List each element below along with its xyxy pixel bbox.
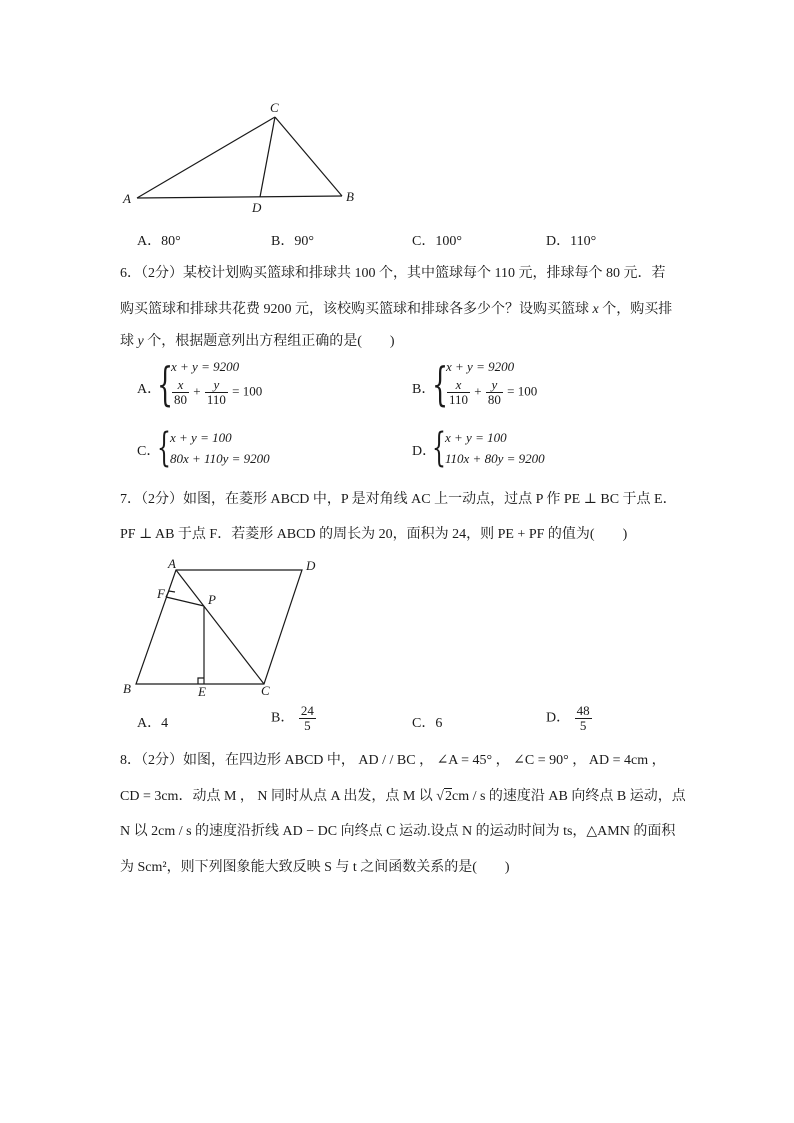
label-d: D	[252, 200, 262, 215]
label-c: C	[261, 683, 270, 698]
q7-option-c[interactable]: C．6	[412, 716, 443, 731]
q8-line-3: N 以 2cm / s 的速度沿折线 AD − DC 向终点 C 运动.设点 N 的运动时间为 ts，△AMN 的面积	[120, 824, 676, 839]
q5-option-c[interactable]: C．100°	[412, 234, 462, 249]
q5-option-d[interactable]: D．110°	[546, 234, 597, 249]
side-ac	[137, 117, 275, 198]
figure-triangle-abc	[118, 98, 368, 216]
q7-option-d[interactable]: D． $\frac{48}{5}$	[546, 703, 590, 733]
label-c: C	[270, 100, 279, 115]
q7-line-2: PF ⊥ AB 于点 F．若菱形 ABCD 的周长为 20，面积为 24，则 PE + PF 的值为( )	[120, 527, 628, 542]
q6-line-3: 球 y 个，根据题意列出方程组正确的是( )	[120, 334, 395, 349]
label-p: P	[208, 592, 216, 607]
label-e: E	[198, 684, 206, 699]
brace-icon: {	[432, 425, 446, 471]
brace-icon: {	[157, 425, 171, 471]
label-a: A	[123, 191, 131, 206]
side-cb	[275, 117, 342, 196]
q8-line-1: 8．（2分）如图，在四边形 ABCD 中， AD / / BC ， ∠A = 45° ， ∠C = 90° ， AD = 4cm ，	[120, 753, 666, 768]
q7-option-a[interactable]: A．4	[137, 716, 169, 731]
q7-line-1: 7．（2分）如图，在菱形 ABCD 中，P 是对角线 AC 上一动点，过点 P 作 PE ⊥ BC 于点 E．	[120, 492, 677, 507]
segment-cd	[260, 117, 275, 197]
side-ab	[137, 196, 342, 198]
q5-option-b[interactable]: B．90°	[271, 234, 314, 249]
q6-line-2: 购买篮球和排球共花费 9200 元，该校购买篮球和排球各多少个？设购买篮球 x 个，购买排	[120, 302, 673, 317]
brace-icon: {	[432, 357, 449, 411]
q6-line-1: 6．（2分）某校计划购买篮球和排球共 100 个，其中篮球每个 110 元，排球每个 80 元．若	[120, 266, 666, 281]
figure-rhombus-abcd	[118, 552, 328, 702]
q8-line-2: CD = 3cm．动点 M ， N 同时从点 A 出发，点 M 以 √2cm / s 的速度沿 AB 向终点 B 运动，点	[120, 789, 686, 804]
label-b: B	[346, 189, 354, 204]
label-b: B	[123, 681, 131, 696]
q7-option-b[interactable]: B． $\frac{24}{5}$	[271, 703, 314, 733]
label-a: A	[168, 556, 176, 571]
q8-line-4: 为 Scm²，则下列图象能大致反映 S 与 t 之间函数关系的是( )	[120, 860, 510, 875]
diagonal-ac	[176, 570, 264, 684]
q5-option-a[interactable]: A．80°	[137, 234, 181, 249]
label-d: D	[306, 558, 316, 573]
sqrt-icon: √	[436, 789, 444, 804]
label-f: F	[157, 586, 165, 601]
brace-icon: {	[157, 357, 174, 411]
